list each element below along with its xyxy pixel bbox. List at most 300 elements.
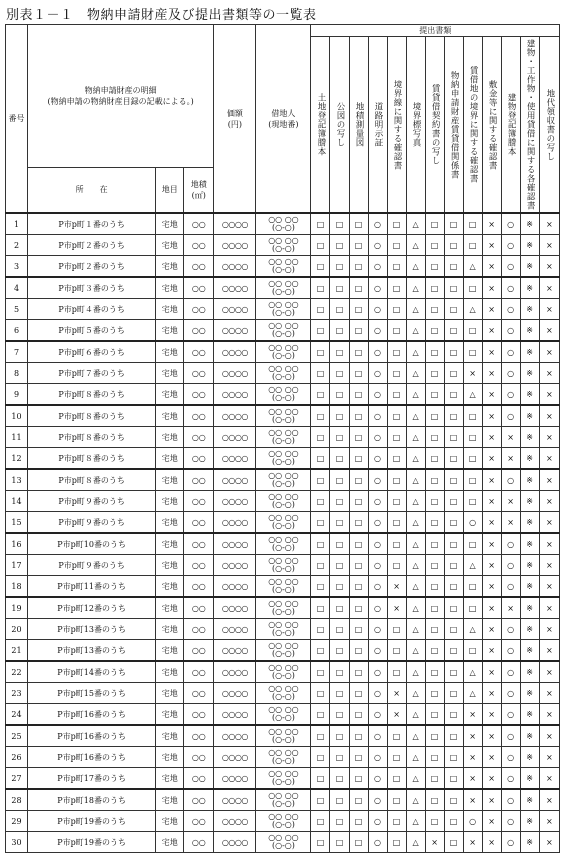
- area-cell: ○○: [184, 512, 214, 534]
- row-number-cell: 4: [6, 277, 28, 299]
- doc-status-cell: □: [444, 661, 463, 683]
- doc-status-cell: □: [349, 683, 368, 704]
- doc-status-cell: □: [330, 384, 349, 406]
- land-category-cell: 宅地: [156, 491, 184, 512]
- doc-status-cell: □: [425, 320, 444, 342]
- area-cell: ○○: [184, 683, 214, 704]
- row-number-cell: 3: [6, 256, 28, 278]
- table-row: [6, 299, 560, 320]
- row-number-cell: 6: [6, 320, 28, 342]
- header-doc-label: 敷金等に関する確認書: [487, 79, 498, 170]
- table-row: [6, 235, 560, 256]
- doc-status-cell: ×: [539, 469, 559, 491]
- doc-status-cell: □: [425, 533, 444, 555]
- lessee-lot-number: (○-○): [271, 500, 295, 509]
- table-row: [6, 704, 560, 726]
- doc-status-cell: □: [444, 491, 463, 512]
- doc-status-cell: △: [406, 469, 425, 491]
- area-cell: ○○: [184, 363, 214, 384]
- doc-status-cell: △: [406, 619, 425, 640]
- doc-status-cell: □: [349, 512, 368, 534]
- table-row: [6, 811, 560, 832]
- lessee-name: ○○ ○○: [268, 812, 299, 821]
- doc-status-cell: ×: [539, 427, 559, 448]
- lessee-name: ○○ ○○: [268, 257, 299, 266]
- doc-status-cell: ×: [482, 363, 501, 384]
- doc-status-cell: □: [444, 768, 463, 790]
- location-cell: P市p町16番のうち: [28, 704, 156, 726]
- price-cell: ○○○○: [214, 640, 256, 662]
- doc-status-cell: □: [444, 533, 463, 555]
- header-doc-col: [501, 37, 520, 214]
- doc-status-cell: □: [444, 619, 463, 640]
- doc-status-cell: ○: [501, 363, 520, 384]
- land-category-cell: 宅地: [156, 427, 184, 448]
- doc-status-cell: □: [311, 213, 330, 235]
- lessee-name: ○○ ○○: [268, 300, 299, 309]
- doc-status-cell: ×: [539, 683, 559, 704]
- doc-status-cell: □: [444, 704, 463, 726]
- doc-status-cell: □: [330, 597, 349, 619]
- location-cell: P市p町２番のうち: [28, 235, 156, 256]
- doc-status-cell: ○: [501, 341, 520, 363]
- table-row: [6, 832, 560, 853]
- doc-status-cell: □: [425, 405, 444, 427]
- doc-status-cell: □: [330, 405, 349, 427]
- property-document-table: [5, 24, 560, 853]
- row-number-cell: 27: [6, 768, 28, 790]
- land-category-cell: 宅地: [156, 469, 184, 491]
- doc-status-cell: ×: [482, 768, 501, 790]
- price-cell: ○○○○: [214, 619, 256, 640]
- lessee-lot-number: (○-○): [271, 479, 295, 488]
- doc-status-cell: ×: [539, 619, 559, 640]
- lessee-lot-number: (○-○): [271, 521, 295, 530]
- row-number-cell: 24: [6, 704, 28, 726]
- doc-status-cell: ※: [520, 405, 539, 427]
- doc-status-cell: □: [387, 320, 406, 342]
- doc-status-cell: □: [349, 363, 368, 384]
- doc-status-cell: △: [463, 683, 482, 704]
- doc-status-cell: ○: [501, 789, 520, 811]
- row-number-cell: 30: [6, 832, 28, 853]
- table-row: [6, 576, 560, 598]
- land-category-cell: 宅地: [156, 448, 184, 470]
- header-price-line2: (円): [227, 119, 242, 129]
- lessee-name: ○○ ○○: [268, 769, 299, 778]
- area-cell: ○○: [184, 213, 214, 235]
- doc-status-cell: □: [444, 832, 463, 853]
- lessee-lot-number: (○-○): [271, 820, 295, 829]
- price-cell: ○○○○: [214, 299, 256, 320]
- lessee-lot-number: (○-○): [271, 799, 295, 808]
- header-property: [28, 25, 214, 168]
- doc-status-cell: □: [463, 405, 482, 427]
- header-doc-label: 建物・工作物・使用貸借に関する各確認書: [525, 39, 536, 210]
- doc-status-cell: ×: [539, 533, 559, 555]
- lessee-cell: [256, 704, 311, 726]
- doc-status-cell: □: [387, 405, 406, 427]
- doc-status-cell: △: [406, 405, 425, 427]
- area-cell: ○○: [184, 640, 214, 662]
- table-row: [6, 384, 560, 406]
- doc-status-cell: □: [387, 256, 406, 278]
- doc-status-cell: ○: [368, 256, 387, 278]
- lessee-cell: [256, 320, 311, 342]
- area-cell: ○○: [184, 576, 214, 598]
- location-cell: P市p町６番のうち: [28, 341, 156, 363]
- doc-status-cell: □: [311, 661, 330, 683]
- doc-status-cell: □: [311, 747, 330, 768]
- table-row: [6, 256, 560, 278]
- header-doc-label: 土地登記簿謄本: [315, 93, 326, 156]
- lessee-lot-number: (○-○): [271, 415, 295, 424]
- doc-status-cell: □: [425, 512, 444, 534]
- header-doc-label: 賃借地の境界に関する確認書: [468, 66, 479, 183]
- lessee-lot-number: (○-○): [271, 543, 295, 552]
- lessee-name: ○○ ○○: [268, 321, 299, 330]
- doc-status-cell: □: [330, 789, 349, 811]
- area-cell: ○○: [184, 320, 214, 342]
- doc-status-cell: ○: [501, 320, 520, 342]
- doc-status-cell: □: [349, 427, 368, 448]
- lessee-lot-number: (○-○): [271, 244, 295, 253]
- doc-status-cell: ※: [520, 576, 539, 598]
- doc-status-cell: ○: [368, 789, 387, 811]
- doc-status-cell: □: [425, 341, 444, 363]
- doc-status-cell: □: [311, 576, 330, 598]
- table-row: [6, 747, 560, 768]
- doc-status-cell: ※: [520, 277, 539, 299]
- doc-status-cell: □: [330, 619, 349, 640]
- lessee-cell: [256, 597, 311, 619]
- doc-status-cell: □: [444, 277, 463, 299]
- doc-status-cell: □: [387, 512, 406, 534]
- header-price-line1: 価額: [226, 108, 243, 118]
- doc-status-cell: □: [311, 491, 330, 512]
- doc-status-cell: □: [425, 597, 444, 619]
- doc-status-cell: ○: [501, 405, 520, 427]
- row-number-cell: 26: [6, 747, 28, 768]
- doc-status-cell: ×: [463, 832, 482, 853]
- doc-status-cell: ○: [368, 555, 387, 576]
- doc-status-cell: □: [330, 747, 349, 768]
- doc-status-cell: ○: [368, 661, 387, 683]
- land-category-cell: 宅地: [156, 640, 184, 662]
- doc-status-cell: □: [349, 640, 368, 662]
- doc-status-cell: ※: [520, 789, 539, 811]
- doc-status-cell: ○: [368, 427, 387, 448]
- doc-status-cell: □: [425, 811, 444, 832]
- price-cell: ○○○○: [214, 341, 256, 363]
- row-number-cell: 20: [6, 619, 28, 640]
- header-doc-col: [368, 37, 387, 214]
- land-category-cell: 宅地: [156, 683, 184, 704]
- doc-status-cell: ×: [387, 704, 406, 726]
- doc-status-cell: ○: [368, 811, 387, 832]
- doc-status-cell: □: [311, 363, 330, 384]
- doc-status-cell: □: [444, 384, 463, 406]
- lessee-name: ○○ ○○: [268, 705, 299, 714]
- land-category-cell: 宅地: [156, 619, 184, 640]
- lessee-name: ○○ ○○: [268, 577, 299, 586]
- land-category-cell: 宅地: [156, 576, 184, 598]
- location-cell: P市p町４番のうち: [28, 299, 156, 320]
- doc-status-cell: □: [330, 299, 349, 320]
- doc-status-cell: □: [444, 213, 463, 235]
- header-doc-col: [311, 37, 330, 214]
- doc-status-cell: ×: [539, 811, 559, 832]
- table-row: [6, 640, 560, 662]
- doc-status-cell: ○: [368, 448, 387, 470]
- land-category-cell: 宅地: [156, 533, 184, 555]
- row-number-cell: 11: [6, 427, 28, 448]
- doc-status-cell: ×: [539, 256, 559, 278]
- table-row: [6, 619, 560, 640]
- lessee-lot-number: (○-○): [271, 372, 295, 381]
- doc-status-cell: ○: [368, 683, 387, 704]
- price-cell: ○○○○: [214, 747, 256, 768]
- lessee-lot-number: (○-○): [271, 649, 295, 658]
- row-number-cell: 18: [6, 576, 28, 598]
- doc-status-cell: ※: [520, 320, 539, 342]
- doc-status-cell: ※: [520, 704, 539, 726]
- price-cell: ○○○○: [214, 512, 256, 534]
- doc-status-cell: ○: [368, 832, 387, 853]
- doc-status-cell: ×: [387, 576, 406, 598]
- location-cell: P市p町１番のうち: [28, 213, 156, 235]
- lessee-name: ○○ ○○: [268, 620, 299, 629]
- doc-status-cell: ※: [520, 213, 539, 235]
- doc-status-cell: ※: [520, 640, 539, 662]
- doc-status-cell: ×: [501, 597, 520, 619]
- doc-status-cell: ※: [520, 341, 539, 363]
- lessee-cell: [256, 555, 311, 576]
- doc-status-cell: □: [425, 555, 444, 576]
- doc-status-cell: □: [349, 299, 368, 320]
- doc-status-cell: ×: [482, 640, 501, 662]
- doc-status-cell: □: [463, 597, 482, 619]
- doc-status-cell: ×: [482, 832, 501, 853]
- doc-status-cell: □: [463, 491, 482, 512]
- lessee-cell: [256, 235, 311, 256]
- doc-status-cell: □: [463, 448, 482, 470]
- doc-status-cell: ○: [368, 768, 387, 790]
- doc-status-cell: □: [387, 555, 406, 576]
- doc-status-cell: □: [349, 811, 368, 832]
- doc-status-cell: □: [387, 235, 406, 256]
- lessee-lot-number: (○-○): [271, 628, 295, 637]
- doc-status-cell: ○: [501, 725, 520, 747]
- doc-status-cell: □: [330, 640, 349, 662]
- lessee-name: ○○ ○○: [268, 663, 299, 672]
- land-category-cell: 宅地: [156, 661, 184, 683]
- doc-status-cell: ×: [539, 576, 559, 598]
- doc-status-cell: □: [425, 491, 444, 512]
- doc-status-cell: ○: [368, 512, 387, 534]
- price-cell: ○○○○: [214, 704, 256, 726]
- doc-status-cell: □: [349, 448, 368, 470]
- doc-status-cell: □: [425, 213, 444, 235]
- doc-status-cell: ×: [482, 384, 501, 406]
- doc-status-cell: □: [444, 427, 463, 448]
- doc-status-cell: ○: [501, 576, 520, 598]
- doc-status-cell: ○: [368, 235, 387, 256]
- lessee-cell: [256, 469, 311, 491]
- doc-status-cell: ○: [368, 277, 387, 299]
- row-number-cell: 28: [6, 789, 28, 811]
- doc-status-cell: ※: [520, 747, 539, 768]
- price-cell: ○○○○: [214, 384, 256, 406]
- land-category-cell: 宅地: [156, 704, 184, 726]
- doc-status-cell: □: [330, 704, 349, 726]
- doc-status-cell: △: [406, 704, 425, 726]
- doc-status-cell: □: [311, 533, 330, 555]
- lessee-lot-number: (○-○): [271, 457, 295, 466]
- doc-status-cell: □: [387, 725, 406, 747]
- doc-status-cell: △: [406, 213, 425, 235]
- doc-status-cell: △: [406, 661, 425, 683]
- doc-status-cell: △: [463, 555, 482, 576]
- lessee-name: ○○ ○○: [268, 407, 299, 416]
- doc-status-cell: ×: [482, 597, 501, 619]
- price-cell: ○○○○: [214, 448, 256, 470]
- doc-status-cell: □: [349, 533, 368, 555]
- row-number-cell: 12: [6, 448, 28, 470]
- doc-status-cell: ×: [482, 469, 501, 491]
- doc-status-cell: ×: [482, 299, 501, 320]
- area-cell: ○○: [184, 811, 214, 832]
- doc-status-cell: ×: [463, 363, 482, 384]
- doc-status-cell: □: [463, 320, 482, 342]
- table-row: [6, 427, 560, 448]
- doc-status-cell: ○: [501, 747, 520, 768]
- lessee-name: ○○ ○○: [268, 513, 299, 522]
- doc-status-cell: ○: [368, 213, 387, 235]
- doc-status-cell: ※: [520, 533, 539, 555]
- land-category-cell: 宅地: [156, 597, 184, 619]
- doc-status-cell: ※: [520, 427, 539, 448]
- doc-status-cell: □: [349, 555, 368, 576]
- doc-status-cell: □: [425, 683, 444, 704]
- doc-status-cell: □: [311, 789, 330, 811]
- doc-status-cell: □: [425, 256, 444, 278]
- doc-status-cell: ○: [368, 320, 387, 342]
- doc-status-cell: ×: [482, 725, 501, 747]
- doc-status-cell: △: [406, 811, 425, 832]
- doc-status-cell: ○: [501, 683, 520, 704]
- doc-status-cell: □: [425, 789, 444, 811]
- land-category-cell: 宅地: [156, 789, 184, 811]
- doc-status-cell: ×: [539, 555, 559, 576]
- land-category-cell: 宅地: [156, 405, 184, 427]
- header-area: [184, 167, 214, 213]
- lessee-lot-number: (○-○): [271, 607, 295, 616]
- doc-status-cell: □: [425, 768, 444, 790]
- location-cell: P市p町11番のうち: [28, 576, 156, 598]
- doc-status-cell: □: [444, 235, 463, 256]
- doc-status-cell: □: [330, 277, 349, 299]
- area-cell: ○○: [184, 704, 214, 726]
- header-doc-col: [425, 37, 444, 214]
- doc-status-cell: ○: [501, 619, 520, 640]
- header-land-category: 地目: [156, 167, 184, 213]
- row-number-cell: 14: [6, 491, 28, 512]
- lessee-cell: [256, 725, 311, 747]
- doc-status-cell: □: [444, 299, 463, 320]
- doc-status-cell: □: [311, 555, 330, 576]
- doc-status-cell: □: [311, 448, 330, 470]
- lessee-lot-number: (○-○): [271, 308, 295, 317]
- doc-status-cell: △: [463, 619, 482, 640]
- lessee-cell: [256, 768, 311, 790]
- area-cell: ○○: [184, 555, 214, 576]
- header-property-line1: 物納申請財産の明細: [84, 85, 157, 95]
- header-doc-col: [520, 37, 539, 214]
- area-cell: ○○: [184, 661, 214, 683]
- area-cell: ○○: [184, 832, 214, 853]
- lessee-name: ○○ ○○: [268, 428, 299, 437]
- doc-status-cell: △: [406, 320, 425, 342]
- doc-status-cell: ○: [463, 811, 482, 832]
- doc-status-cell: △: [406, 555, 425, 576]
- doc-status-cell: □: [330, 533, 349, 555]
- location-cell: P市p町13番のうち: [28, 619, 156, 640]
- lessee-cell: [256, 619, 311, 640]
- lessee-cell: [256, 213, 311, 235]
- doc-status-cell: □: [444, 747, 463, 768]
- doc-status-cell: □: [425, 384, 444, 406]
- area-cell: ○○: [184, 768, 214, 790]
- doc-status-cell: □: [387, 619, 406, 640]
- doc-status-cell: □: [349, 341, 368, 363]
- location-cell: P市p町８番のうち: [28, 469, 156, 491]
- doc-status-cell: □: [311, 725, 330, 747]
- lessee-cell: [256, 747, 311, 768]
- doc-status-cell: ○: [368, 619, 387, 640]
- price-cell: ○○○○: [214, 491, 256, 512]
- doc-status-cell: ×: [539, 789, 559, 811]
- lessee-name: ○○ ○○: [268, 727, 299, 736]
- doc-status-cell: □: [349, 597, 368, 619]
- doc-status-cell: □: [444, 469, 463, 491]
- doc-status-cell: □: [330, 555, 349, 576]
- price-cell: ○○○○: [214, 597, 256, 619]
- doc-status-cell: □: [330, 768, 349, 790]
- doc-status-cell: ○: [463, 512, 482, 534]
- doc-status-cell: □: [444, 341, 463, 363]
- doc-status-cell: ※: [520, 832, 539, 853]
- doc-status-cell: △: [406, 640, 425, 662]
- doc-status-cell: □: [387, 491, 406, 512]
- doc-status-cell: □: [387, 341, 406, 363]
- land-category-cell: 宅地: [156, 747, 184, 768]
- location-cell: P市p町３番のうち: [28, 277, 156, 299]
- header-doc-col: [330, 37, 349, 214]
- lessee-name: ○○ ○○: [268, 791, 299, 800]
- row-number-cell: 13: [6, 469, 28, 491]
- doc-status-cell: □: [425, 747, 444, 768]
- price-cell: ○○○○: [214, 768, 256, 790]
- doc-status-cell: ○: [368, 725, 387, 747]
- doc-status-cell: ×: [387, 683, 406, 704]
- lessee-cell: [256, 789, 311, 811]
- doc-status-cell: □: [463, 277, 482, 299]
- doc-status-cell: □: [349, 320, 368, 342]
- header-doc-label: 境界線に関する確認書: [392, 79, 403, 170]
- table-row: [6, 320, 560, 342]
- price-cell: ○○○○: [214, 256, 256, 278]
